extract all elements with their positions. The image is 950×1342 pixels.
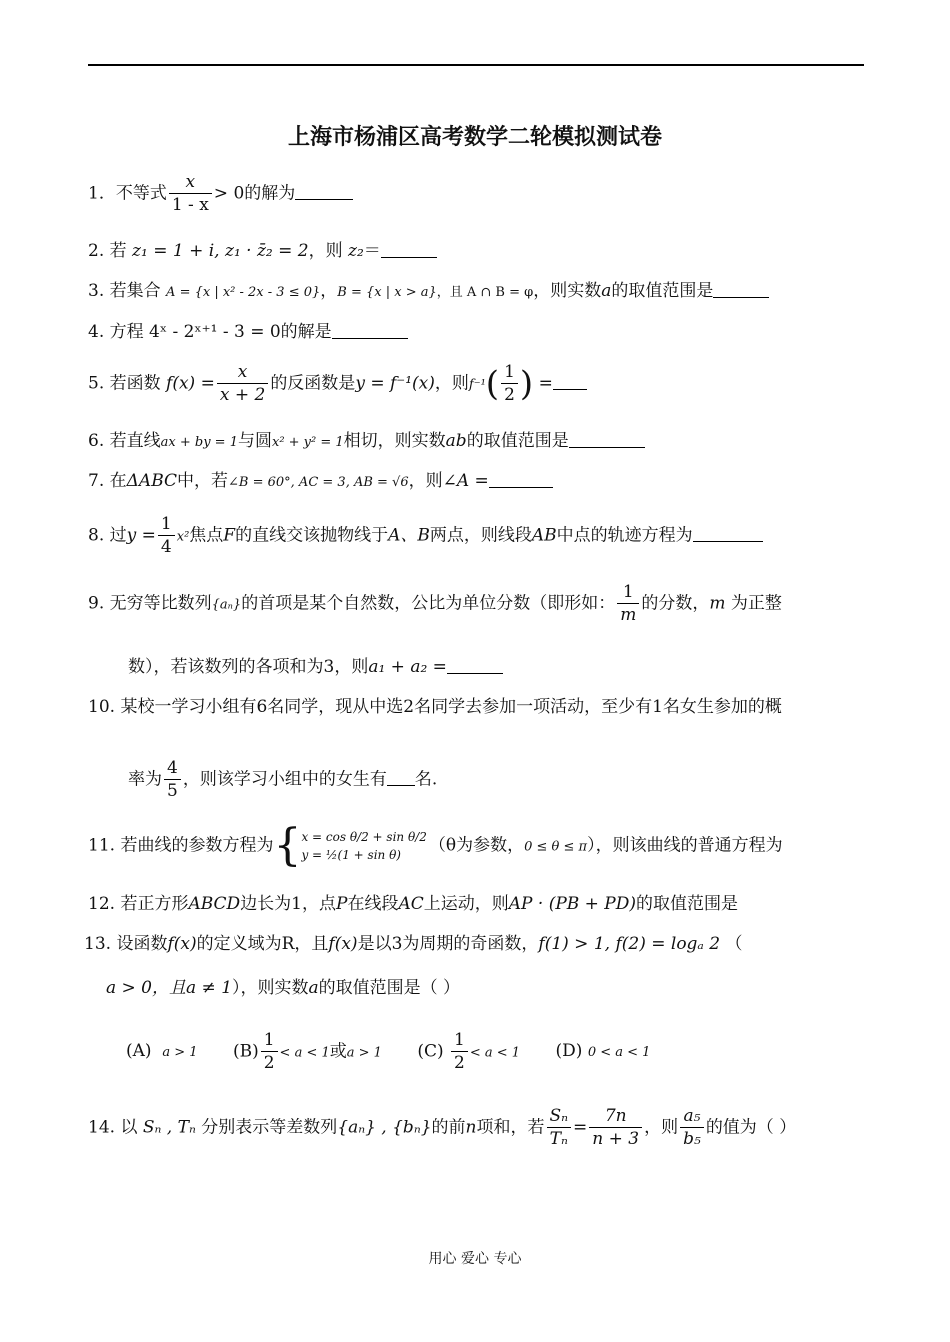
question-10-line-2: 率为 $\frac{4}{5}$ ，则该学习小组中的女生有 名. — [128, 758, 438, 802]
fraction: $\frac{7n}{n + 3}$ — [589, 1106, 642, 1150]
answer-blank[interactable] — [332, 321, 408, 339]
question-14: 14. 以 Sₙ , Tₙ 分别表示等差数列{aₙ} , {bₙ}的前n项和，若 $\frac{\text{Sₙ}}{\text{Tₙ}}$ = $\frac{7n}{n + 3}$ ，则 $\frac{\text{a₅}}{\text{b₅}}$ 的值为（ ） — [88, 1106, 797, 1150]
fraction: $\frac{\text{Sₙ}}{\text{Tₙ}}$ — [546, 1106, 571, 1150]
question-8: 8. 过y = $\frac{1}{4}$ x²焦点F的直线交该抛物线于A、B两点，则线段AB中点的轨迹方程为 — [88, 514, 763, 558]
fraction: $\frac{4}{5}$ — [164, 758, 181, 802]
question-12: 12. 若正方形ABCD边长为1，点P在线段AC上运动，则AP · (PB + PD)的取值范围是 — [88, 894, 739, 914]
answer-blank[interactable] — [387, 768, 415, 786]
answer-blank[interactable] — [489, 470, 553, 488]
fraction: $\frac{\text{a₅}}{\text{b₅}}$ — [680, 1106, 704, 1150]
question-7: 7. 在ΔABC中，若∠B = 60°, AC = 3, AB = √6，则∠A = — [88, 470, 553, 491]
fraction: $\frac{x}{x + 2}$ — [217, 362, 268, 406]
parametric-system: x = cos θ/2 + sin θ/2 y = ½(1 + sin θ) — [301, 830, 427, 862]
fraction: $\frac{1}{m}$ — [617, 582, 639, 626]
answer-blank[interactable] — [569, 430, 645, 448]
fraction: $\frac{1}{2}$ — [501, 362, 518, 406]
question-13: 13. 设函数f(x)的定义域为R，且f(x)是以3为周期的奇函数，f(1) > 1, f(2) = logₐ 2 （ — [84, 934, 743, 954]
choice-b[interactable]: (B) $\frac{1}{2}$ < a < 1或a > 1 — [232, 1030, 382, 1074]
question-13-choices — [126, 1030, 680, 1074]
answer-blank[interactable] — [447, 656, 503, 674]
question-9: 9. 无穷等比数列{aₙ}的首项是某个自然数，公比为单位分数（即形如： $\frac{1}{m}$ 的分数，m 为正整 — [88, 582, 782, 626]
top-rule — [88, 64, 864, 66]
question-4: 4. 方程 4ˣ - 2ˣ⁺¹ - 3 = 0的解是 — [88, 321, 408, 342]
question-1: 1．不等式 $\frac{x}{1 - x}$ > 0的解为 — [88, 172, 353, 216]
question-2: 2. 若 z₁ = 1 + i, z₁ · z̄₂ = 2，则 z₂＝ — [88, 240, 437, 261]
question-13-line-2: a > 0，且a ≠ 1），则实数a的取值范围是（ ） — [106, 978, 461, 998]
question-10: 10. 某校一学习小组有6名同学，现从中选2名同学去参加一项活动，至少有1名女生参加的概 — [88, 697, 782, 717]
question-3: 3. 若集合 A = {x | x² - 2x - 3 ≤ 0}，B = {x | x > a}，且 A ∩ B = φ，则实数a的取值范围是 — [88, 280, 769, 301]
answer-blank[interactable] — [295, 182, 353, 200]
question-9-line-2: 数），若该数列的各项和为3，则a₁ + a₂ = — [128, 656, 503, 677]
question-11: 11. 若曲线的参数方程为{ x = cos θ/2 + sin θ/2 y = ½(1 + sin θ) （θ为参数，0 ≤ θ ≤ π），则该曲线的普通方程为 — [88, 820, 783, 871]
answer-blank[interactable] — [553, 372, 587, 390]
choice-a[interactable]: (A) a > 1 — [126, 1041, 198, 1062]
choice-d[interactable]: (D) 0 < a < 1 — [555, 1041, 651, 1062]
fraction: $\frac{x}{1 - x}$ — [169, 172, 212, 216]
page-title: 上海市杨浦区高考数学二轮模拟测试卷 — [287, 125, 662, 150]
answer-blank[interactable] — [713, 280, 769, 298]
question-6: 6. 若直线ax + by = 1与圆x² + y² = 1相切，则实数ab的取值范围是 — [88, 430, 645, 451]
question-5: 5. 若函数 f(x) = $\frac{x}{x + 2}$ 的反函数是y = f⁻¹(x)，则f⁻¹( $\frac{1}{2}$ ) = — [88, 362, 587, 406]
fraction: $\frac{1}{4}$ — [158, 514, 175, 558]
answer-blank[interactable] — [381, 240, 437, 258]
page-footer: 用心 爱心 专心 — [428, 1251, 522, 1267]
answer-blank[interactable] — [693, 524, 763, 542]
choice-c[interactable]: (C) $\frac{1}{2}$ < a < 1 — [417, 1030, 521, 1074]
